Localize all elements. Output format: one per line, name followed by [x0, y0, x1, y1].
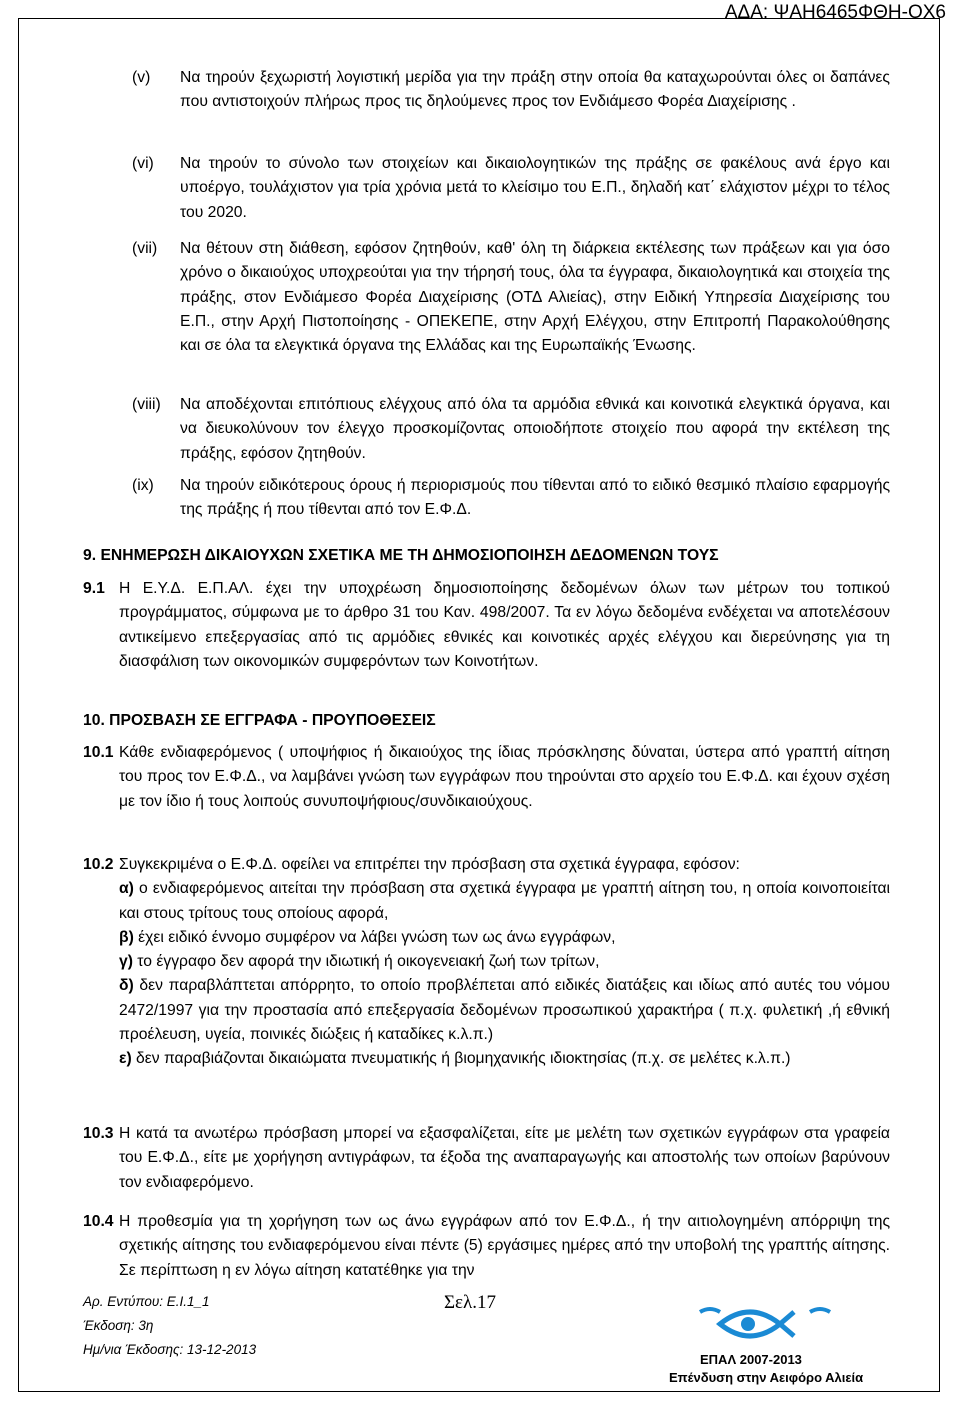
item-text: Να τηρούν ξεχωριστή λογιστική μερίδα για την πράξη στην οποία θα καταχωρούνται όλες οι δαπάνες που αντιστοιχούν πλήρως προς τις δηλούμενες προς τον Ενδιάμεσο Φορέα Διαχείρισης . — [180, 69, 890, 111]
paragraph-text: Η προθεσμία για τη χορήγηση των ως άνω εγγράφων από τον Ε.Φ.Δ., ή την αιτιολογημένη απόρριψη της σχετικής αίτησης του ενδιαφερόμενου είναι πέντε (5) εργάσιμες ημέρες από την υποβολή της γραπτής αίτησης. Σε περίπτωση η εν λόγω αίτηση κατατέθηκε για την — [119, 1213, 890, 1279]
list-item — [132, 393, 890, 466]
edition: Έκδοση: 3η — [83, 1318, 154, 1333]
list-item — [132, 66, 890, 115]
condition-e — [119, 1047, 890, 1071]
condition-label: γ) — [119, 953, 133, 971]
paragraph-10-4 — [83, 1210, 890, 1283]
section-heading-9: 9. ΕΝΗΜΕΡΩΣΗ ΔΙΚΑΙΟΥΧΩΝ ΣΧΕΤΙΚΑ ΜΕ ΤΗ ΔΗΜΟΣΙΟΠΟΙΗΣΗ ΔΕΔΟΜΕΝΩΝ ΤΟΥΣ — [83, 547, 719, 564]
paragraph-10-1 — [83, 741, 890, 814]
paragraph-10-2 — [83, 853, 890, 1072]
item-text: Να τηρούν ειδικότερους όρους ή περιορισμούς που τίθενται από το ειδικό θεσμικό πλαίσιο εφαρμογής της πράξης ή που τίθενται από τον Ε.Φ.Δ. — [180, 477, 890, 519]
condition-b — [119, 926, 890, 950]
item-number: (vi) — [132, 155, 154, 172]
condition-text: έχει ειδικό έννομο συμφέρον να λάβει γνώση των ως άνω εγγράφων, — [133, 928, 616, 946]
paragraph-number: 10.4 — [83, 1213, 114, 1230]
condition-text: το έγγραφο δεν αφορά την ιδιωτική ή οικογενειακή ζωή των τρίτων, — [132, 953, 600, 971]
ada-code: ΑΔΑ: ΨΑΗ6465ΦΘΗ-ΟΧ6 — [724, 2, 946, 23]
paragraph-text: Η κατά τα ανωτέρω πρόσβαση μπορεί να εξασφαλίζεται, είτε με μελέτη των σχετικών εγγράφων στα γραφεία του Ε.Φ.Δ., είτε με χορήγηση αντιγράφων, τα έξοδα της αναπαραγωγής και αποστολής των οποίων βαρύνουν τον ενδιαφερόμενο. — [119, 1125, 890, 1191]
paragraph-number: 9.1 — [83, 580, 105, 597]
condition-text: ο ενδιαφερόμενος αιτείται την πρόσβαση στα σχετικά έγγραφα με γραπτή αίτηση του, η οποία κοινοποιείται και στους τρίτους τους οποίους αφορά, — [119, 880, 890, 922]
list-item — [132, 474, 890, 523]
condition-text: δεν παραβλάπτεται απόρρητο, το οποίο προβλέπεται από ειδικές διατάξεις και ιδίως από αυτές του νόμου 2472/1997 για την προστασία από επεξεργασία δεδομένων προσωπικού χαρακτήρα ( π.χ. φυλετική ,ή εθνική προέλευση, υγεία, ποινικές διώξεις ή καταδίκες κ.λ.π.) — [119, 977, 890, 1044]
item-number: (vii) — [132, 240, 158, 257]
paragraph-text: Η Ε.Υ.Δ. Ε.Π.ΑΛ. έχει την υποχρέωση δημοσιοποίησης δεδομένων όλων των μέτρων του τοπικού προγράμματος, σύμφωνα με το άρθρο 31 του Καν. 498/2007. Τα εν λόγω δεδομένα ενδέχεται να αποτελέσουν αντικείμενο επεξεργασίας από τις αρμόδιες εθνικές και κοινοτικές αρχές ελέγχου και διερεύνησης για τη διασφάλιση των οικονομικών συμφερόντων των Κοινοτήτων. — [119, 580, 890, 670]
item-text: Να αποδέχονται επιτόπιους ελέγχους από όλα τα αρμόδια εθνικά και κοινοτικά ελεγκτικά όργανα, και να διευκολύνουν τον έλεγχο προσκομίζοντας οποιοδήποτε στοιχείο που αφορά την εκτέλεση της πράξης, εφόσον ζητηθούν. — [180, 396, 890, 462]
condition-c — [119, 950, 890, 974]
condition-a — [119, 877, 890, 926]
condition-d — [119, 974, 890, 1047]
paragraph-number: 10.1 — [83, 744, 114, 761]
paragraph-number: 10.3 — [83, 1125, 114, 1142]
form-number: Αρ. Εντύπου: Ε.Ι.1_1 — [83, 1294, 210, 1309]
condition-label: β) — [119, 928, 134, 946]
item-number: (ix) — [132, 477, 154, 494]
list-item — [132, 152, 890, 225]
condition-text: δεν παραβιάζονται δικαιώματα πνευματικής ή βιομηχανικής ιδιοκτησίας (π.χ. σε μελέτες κ.λ.π.) — [131, 1050, 791, 1068]
logo-subtitle: Επένδυση στην Αειφόρο Αλιεία — [669, 1370, 864, 1385]
condition-label: ε) — [119, 1050, 132, 1068]
eye-pupil-icon — [741, 1317, 755, 1331]
paragraph-text: Κάθε ενδιαφερόμενος ( υποψήφιος ή δικαιούχος της ίδιας πρόσκλησης δύναται, ύστερα από γραπτή αίτηση του προς τον Ε.Φ.Δ., να λαμβάνει γνώση των εγγράφων που τηρούνται στο αρχείο του Ε.Φ.Δ. και έχουν σχέση με τον ίδιο ή τους λοιπούς συνυποψήφιους/συνδικαιούχους. — [119, 744, 890, 810]
paragraph-body — [119, 853, 890, 1072]
paragraph-10-3 — [83, 1122, 890, 1195]
logo-title: ΕΠΑΛ 2007-2013 — [700, 1352, 802, 1367]
item-number: (viii) — [132, 396, 161, 413]
condition-label: α) — [119, 880, 134, 898]
condition-label: δ) — [119, 977, 134, 995]
list-item — [132, 237, 890, 358]
item-text: Να τηρούν το σύνολο των στοιχείων και δικαιολογητικών της πράξης σε φακέλους ανά έργο και υποέργο, τουλάχιστον για τρία χρόνια μετά το κλείσιμο του Ε.Π., δηλαδή κατ΄ ελάχιστον μέχρι το τέλος του 2020. — [180, 155, 890, 221]
item-text: Να θέτουν στη διάθεση, εφόσον ζητηθούν, καθ' όλη τη διάρκεια εκτέλεσης των πράξεων και για όσο χρόνο ο δικαιούχος υποχρεούται για την τήρησή τους, όλα τα έγγραφα, δικαιολογητικά και στοιχεία της πράξης, στον Ενδιάμεσο Φορέα Διαχείρισης (ΟΤΔ Αλιείας), στην Ειδική Υπηρεσία Διαχείρισης του Ε.Π., στην Αρχή Πιστοποίησης - ΟΠΕΚΕΠΕ, στην Αρχή Ελέγχου, στην Επιτροπή Παρακολούθησης και σε όλα τα ελεγκτικά όργανα της Ελλάδας και της Ευρωπαϊκής Ένωσης. — [180, 240, 890, 355]
paragraph-number: 10.2 — [83, 856, 114, 873]
paragraph-9-1 — [83, 577, 890, 674]
page-number: Σελ.17 — [444, 1292, 496, 1313]
issue-date: Ημ/νια Έκδοσης: 13-12-2013 — [83, 1342, 257, 1357]
section-heading-10: 10. ΠΡΟΣΒΑΣΗ ΣΕ ΕΓΓΡΑΦΑ - ΠΡΟΥΠΟΘΕΣΕΙΣ — [83, 712, 436, 729]
item-number: (v) — [132, 69, 151, 86]
paragraph-intro: Συγκεκριμένα ο Ε.Φ.Δ. οφείλει να επιτρέπει την πρόσβαση στα σχετικά έγγραφα, εφόσον: — [119, 856, 740, 873]
